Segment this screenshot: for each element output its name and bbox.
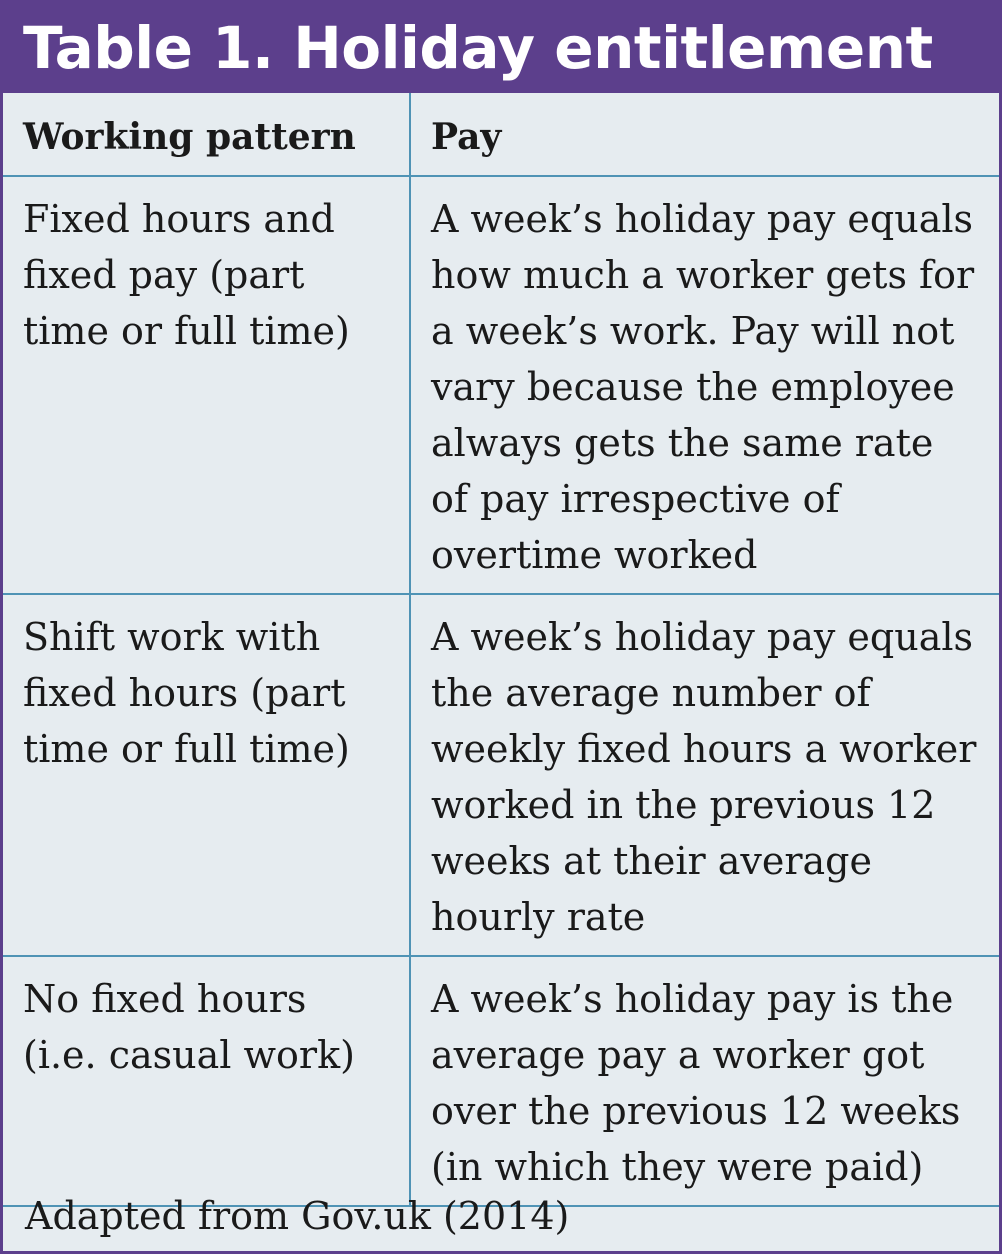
table-body-area: [3, 93, 999, 1251]
working-pattern-cell: No fixed hours (i.e. casual work): [3, 956, 410, 1206]
pay-cell: A week’s holiday pay equals the average number of weekly fixed hours a worker worked in the previous 12 weeks at their average hourly rate: [410, 594, 999, 956]
column-header-pay: Pay: [410, 93, 999, 176]
working-pattern-cell: Shift work with fixed hours (part time or full time): [3, 594, 410, 956]
holiday-entitlement-table: [3, 93, 999, 1207]
table-row: [3, 176, 999, 594]
table-row: [3, 594, 999, 956]
pay-cell: A week’s holiday pay is the average pay a worker got over the previous 12 weeks (in which they were paid): [410, 956, 999, 1206]
pay-cell: A week’s holiday pay equals how much a worker gets for a week’s work. Pay will not vary because the employee always gets the same rate of pay irrespective of overtime worked: [410, 176, 999, 594]
table-header-row: [3, 93, 999, 176]
source-note: Adapted from Gov.uk (2014): [25, 1194, 570, 1238]
column-header-working-pattern: Working pattern: [3, 93, 410, 176]
table-row: [3, 956, 999, 1206]
working-pattern-cell: Fixed hours and fixed pay (part time or full time): [3, 176, 410, 594]
table-title: Table 1. Holiday entitlement: [3, 3, 999, 93]
